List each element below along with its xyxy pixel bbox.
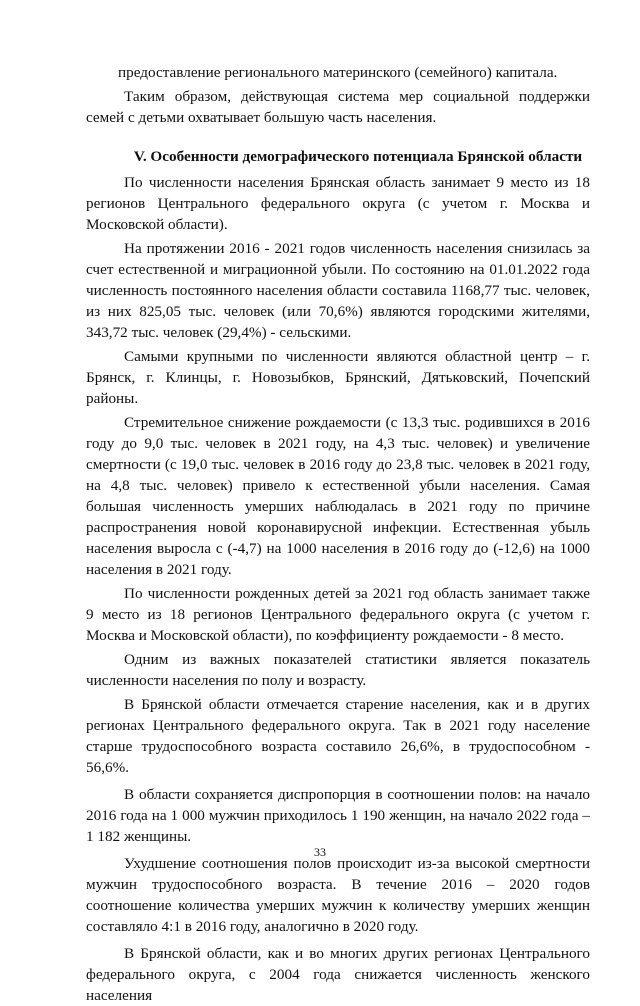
- paragraph: Таким образом, действующая система мер социальной поддержки семей с детьми охватывает большую часть населения.: [86, 88, 590, 126]
- paragraph: предоставление регионального материнского (семейного) капитала.: [118, 64, 558, 81]
- paragraph: Самыми крупными по численности являются областной центр – г. Брянск, г. Клинцы, г. Новозыбков, Брянский, Дятьковский, Почепский районы.: [86, 348, 590, 407]
- paragraph: Ухудшение соотношения полов происходит из-за высокой смертности мужчин трудоспособного возраста. В течение 2016 – 2020 годов соотношение количества умерших мужчин к количеству умерших женщин составляло 4:1 в 2016 году, аналогично в 2020 году.: [86, 855, 590, 935]
- paragraph: Стремительное снижение рождаемости (с 13,3 тыс. родившихся в 2016 году до 9,0 тыс. человек в 2021 году, на 4,3 тыс. человек) и увеличение смертности (с 19,0 тыс. человек в 2016 году до 23,8 тыс. человек в 2021 году, на 4,8 тыс. человек) привело к естественной убыли населения. Самая большая численность умерших наблюдалась в 2021 году по причине распространения новой коронавирусной инфекции. Естественная убыль населения выросла с (-4,7) на 1000 населения в 2016 году до (-12,6) на 1000 населения в 2021 году.: [86, 414, 590, 578]
- section-heading: V. Особенности демографического потенциала Брянской области: [133, 148, 583, 165]
- paragraph: В Брянской области отмечается старение населения, как и в других регионах Центрального федерального округа. Так в 2021 году население старше трудоспособного возраста составило 26,6%, в трудоспособном - 56,6%.: [86, 696, 590, 776]
- paragraph: По численности населения Брянская область занимает 9 место из 18 регионов Центрального федерального округа (с учетом г. Москва и Московской области).: [86, 174, 590, 233]
- paragraph: Одним из важных показателей статистики является показатель численности населения по полу и возрасту.: [86, 651, 590, 689]
- paragraph: На протяжении 2016 - 2021 годов численность населения снизилась за счет естественной и миграционной убыли. По состоянию на 01.01.2022 года численность постоянного населения области составила 1168,77 тыс. человек, из них 825,05 тыс. человек (или 70,6%) являются городскими жителями, 343,72 тыс. человек (29,4%) - сельскими.: [86, 240, 590, 341]
- paragraph: В Брянской области, как и во многих других регионах Центрального федерального округа, с 2004 года снижается численность женского населения: [86, 945, 590, 1004]
- paragraph: По численности рожденных детей за 2021 год область занимает также 9 место из 18 регионов Центрального федерального округа (с учетом г. Москва и Московской области), по коэффициенту рождаемости - 8 место.: [86, 585, 590, 644]
- paragraph: В области сохраняется диспропорция в соотношении полов: на начало 2016 года на 1 000 мужчин приходилось 1 190 женщин, на начало 2022 года – 1 182 женщины.: [86, 786, 590, 845]
- text-column: [86, 62, 590, 1006]
- page-number: 33: [314, 845, 326, 859]
